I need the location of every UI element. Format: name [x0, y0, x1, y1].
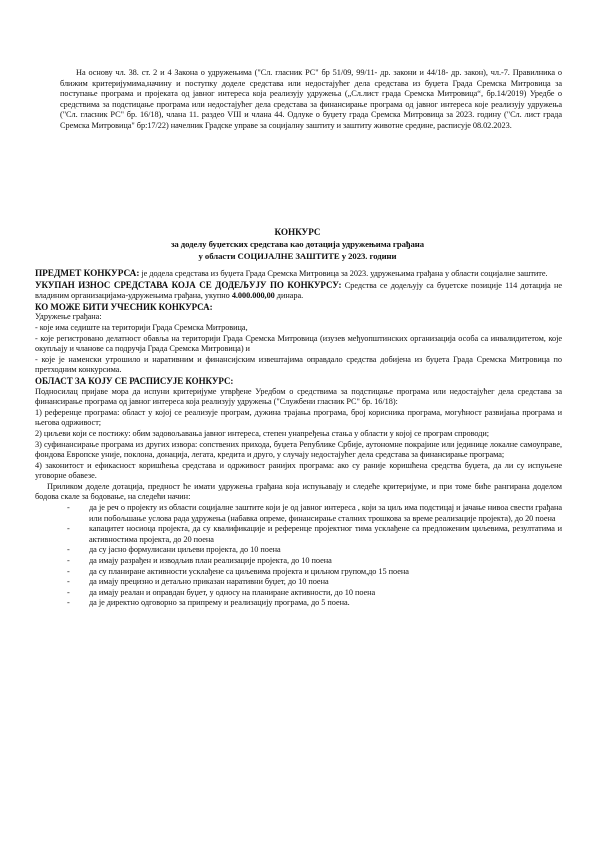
oblast-item: 4) законитост и ефикасност коришћења средстава и одрживост ранијих програма: ако су раније коришћена средства буџета, да ли су испуњене уговорне обавезе.: [35, 460, 562, 481]
criteria-item: - да имају реалан и оправдан буџет, у односу на планиране активности, до 10 поена: [67, 587, 376, 597]
iznos-heading: УКУПАН ИЗНОС СРЕДСТАВА КОЈА СЕ ДОДЕЉУЈУ ПО КОНКУРСУ:: [35, 279, 342, 290]
dash-bullet: -: [67, 503, 70, 513]
dash-bullet: -: [67, 566, 70, 576]
dash-bullet: -: [67, 556, 70, 566]
oblast-heading: ОБЛАСТ ЗА КОЈУ СЕ РАСПИСУЈЕ КОНКУРС:: [35, 375, 234, 386]
dash-bullet: -: [67, 577, 70, 587]
ucesnik-item: - које регистровано делатност обавља на територији Града Сремска Митровица (изузев међуопштинских организација особа са инвалидитетом, које окупљају и чланове са подручја Града Сремска Митровица) и: [35, 333, 562, 354]
criteria-item: - да је реч о пројекту из области социјалне заштите који је од јавног интереса , који за циљ има подстицај и јачање нивоа свести грађана или побољшање услова рада удружења (набавка опреме, финансирање сталних трошкова за време реализације пројекта), до 20 поена: [67, 503, 562, 523]
criteria-item: - да је директно одговорно за припрему и реализацију програма, до 5 поена.: [67, 598, 350, 608]
ucesnik-item: - које има седиште на територији Града Сремска Митровица,: [35, 322, 248, 332]
ucesnik-item: - које је наменски утрошило и наративним и финансијским извештајима оправдало средства добијена из буџета Града Сремска Митровица по претходним конкурсима.: [35, 354, 562, 375]
intro-paragraph: [60, 68, 562, 132]
intro-text: На основу чл. 38. ст. 2 и 4 Закона о удружењима ("Сл. гласник РС" бр 51/09, 99/11- др. закони и 44/18- др. закон), чл.-7. Правилника о ближим критеријумима,начину и поступку доделе средстава или недостајућег дела средстава из буџета Града Сремска Митровица за поступање програма и пројеката од јавног интереса која реализују удружења („Сл.лист града Сремска Митровица“, бр.14/2019) Уредбе о средствима за подстицање програма или недостајућег дела средстава за финансирање програма од јавног интереса које реализују удружења ("Сл. гласник РС" бр. 16/18), члана 11. раздео VIII и члана 44. Одлуке о буџету града Сремска Митровица за 2023. годину ("Сл. лист града Сремска Митровица" бр:17/22) начелник Градске управе за социјалну заштиту и заштиту животне средине, расписује 08.02.2023.: [60, 68, 562, 130]
iznos-section: [35, 280, 562, 302]
criteria-item: - да имају разрађен и изводљив план реализације пројекта, до 10 поена: [67, 556, 332, 566]
document-subtitle-1: за доделу буџетских средстава као дотација удружењима грађана: [170, 239, 425, 249]
dash-bullet: -: [67, 545, 70, 555]
dash-bullet: -: [67, 524, 70, 534]
criteria-item: - да имају прецизно и детаљно приказан наративни буџет, до 10 поена: [67, 577, 329, 587]
ucesnik-intro: Удружење грађана:: [35, 312, 102, 322]
dash-bullet: -: [67, 598, 70, 608]
oblast-item: 2) циљеви који се постижу: обим задовољавања јавног интереса, степен унапређења стања у области у којој се програм спроводи;: [35, 428, 490, 438]
predmet-heading: ПРЕДМЕТ КОНКУРСА:: [35, 269, 140, 279]
criteria-item: - да су планиране активности усклађене са циљевима пројекта и циљном групом,до 15 поена: [67, 566, 409, 576]
oblast-item: 3) суфинансирање програма из других извора: сопствених прихода, буџета Републике Србије, аутономне покрајине или јединице локалне самоуправе, фондова Европске уније, поклона, донација, легата, кредита и друго, у случају недостајућег дела средстава за финансирање програма;: [35, 439, 562, 460]
ucesnik-heading: КО МОЖЕ БИТИ УЧЕСНИК КОНКУРСА:: [35, 301, 213, 312]
iznos-text: Средства се додељују са буџетске позиције 114 дотација не владиним организацијама-удружењима грађана, укупно: [35, 280, 563, 301]
criteria-list: [35, 503, 562, 609]
dash-bullet: -: [67, 587, 70, 597]
iznos-amount: 4.000.000,00: [231, 291, 275, 301]
document-subtitle-2: у области СОЦИЈАЛНЕ ЗАШТИТЕ у 2023. години: [198, 251, 397, 261]
document-body: [35, 269, 562, 609]
predmet-section: [35, 269, 562, 280]
oblast-item: 1) референце програма: област у којој се реализује програм, дужина трајања програма, број корисника програма, могућност развијања програма и његова одрживост;: [35, 407, 562, 428]
criteria-item: - капацитет носиоца пројекта, да су квалификације и референце пројектног тима усклађене са предложеним циљевима, резултатима и активностима пројекта, до 20 поена: [67, 524, 562, 544]
oblast-intro: Подносилац пријаве мора да испуни критеријуме утврђене Уредбом о средствима за подстицање програма или недостајућег дела средстава за финансирање програма од јавног интереса која реализују удружења ("Службени гласник РС" бр. 16/18):: [35, 386, 562, 407]
iznos-suffix: динара.: [274, 291, 304, 301]
document-title: КОНКУРС: [274, 227, 321, 237]
criteria-item: - да су јасно формулисани циљеви пројекта, до 10 поена: [67, 545, 281, 555]
predmet-text: је додела средстава из буџета Града Сремска Митровица за 2023. удружењима грађана у области социјалне заштите.: [139, 269, 548, 278]
prilikom-paragraph: Приликом доделе дотација, предност ће имати удружења грађана која испуњавају и следеће критеријуме, и при томе биће рангирана доделом бодова скале за бодовање, на следећи начин:: [35, 481, 562, 502]
